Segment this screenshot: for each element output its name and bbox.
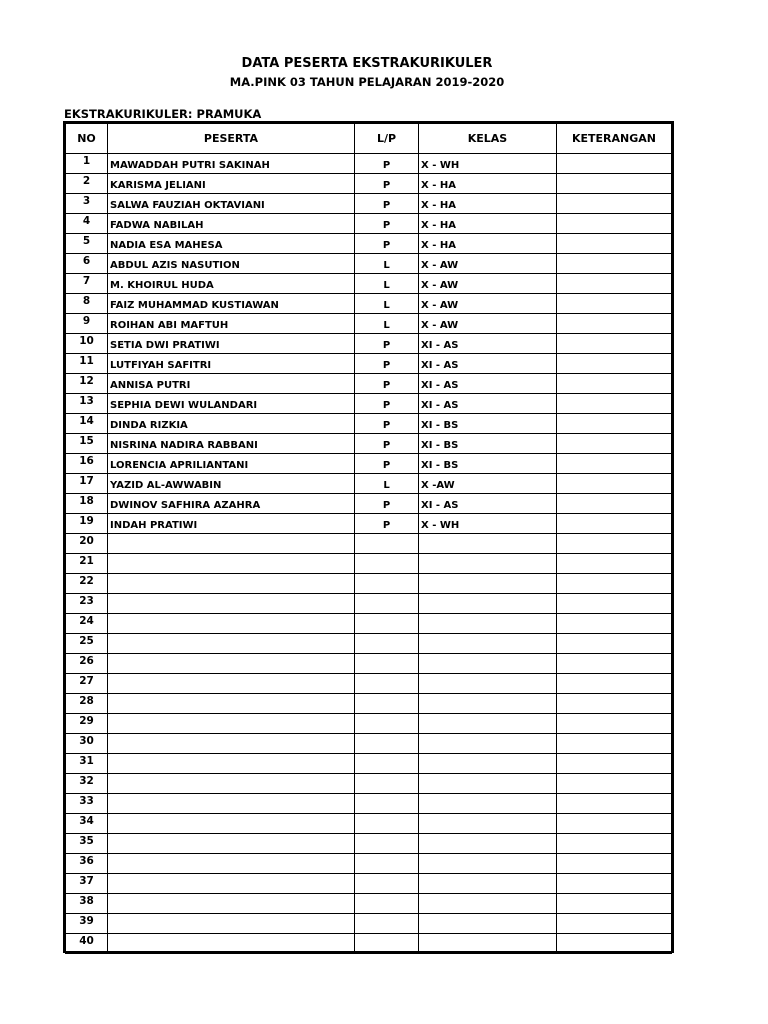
gender-cell	[355, 914, 419, 934]
row-number: 22	[66, 574, 108, 594]
row-number: 6	[66, 254, 108, 274]
row-number: 36	[66, 854, 108, 874]
table-row	[66, 234, 672, 254]
participant-name	[108, 854, 355, 874]
gender-cell	[355, 534, 419, 554]
class-cell: XI - AS	[419, 354, 557, 374]
table-row	[66, 734, 672, 754]
row-number: 28	[66, 694, 108, 714]
row-number: 23	[66, 594, 108, 614]
table-row	[66, 614, 672, 634]
column-header-lp: L/P	[355, 124, 419, 154]
gender-cell	[355, 654, 419, 674]
notes-cell	[557, 154, 672, 174]
class-cell	[419, 874, 557, 894]
participant-name: NISRINA NADIRA RABBANI	[108, 434, 355, 454]
row-number: 2	[66, 174, 108, 194]
notes-cell	[557, 654, 672, 674]
table-row	[66, 374, 672, 394]
participant-name	[108, 894, 355, 914]
gender-cell	[355, 714, 419, 734]
row-number: 38	[66, 894, 108, 914]
notes-cell	[557, 794, 672, 814]
participant-name	[108, 574, 355, 594]
gender-cell: P	[355, 334, 419, 354]
row-number: 32	[66, 774, 108, 794]
gender-cell	[355, 754, 419, 774]
table-row	[66, 934, 672, 954]
notes-cell	[557, 774, 672, 794]
table-row	[66, 174, 672, 194]
notes-cell	[557, 454, 672, 474]
notes-cell	[557, 414, 672, 434]
table-row	[66, 794, 672, 814]
participant-name: SETIA DWI PRATIWI	[108, 334, 355, 354]
participant-name	[108, 534, 355, 554]
participant-name	[108, 634, 355, 654]
participant-name	[108, 594, 355, 614]
table-row	[66, 194, 672, 214]
participant-name: DINDA RIZKIA	[108, 414, 355, 434]
gender-cell	[355, 894, 419, 914]
notes-cell	[557, 914, 672, 934]
notes-cell	[557, 334, 672, 354]
table-row	[66, 494, 672, 514]
notes-cell	[557, 934, 672, 954]
participant-name: FADWA NABILAH	[108, 214, 355, 234]
gender-cell: P	[355, 174, 419, 194]
notes-cell	[557, 814, 672, 834]
row-number: 3	[66, 194, 108, 214]
table-row	[66, 294, 672, 314]
row-number: 21	[66, 554, 108, 574]
class-cell	[419, 614, 557, 634]
class-cell: X - AW	[419, 294, 557, 314]
participant-name: ANNISA PUTRI	[108, 374, 355, 394]
class-cell	[419, 734, 557, 754]
notes-cell	[557, 194, 672, 214]
gender-cell	[355, 854, 419, 874]
table-header-row	[66, 124, 672, 154]
table-row	[66, 394, 672, 414]
row-number: 40	[66, 934, 108, 954]
row-number: 17	[66, 474, 108, 494]
participant-name: NADIA ESA MAHESA	[108, 234, 355, 254]
class-cell	[419, 574, 557, 594]
participant-name	[108, 734, 355, 754]
table-row	[66, 674, 672, 694]
class-cell	[419, 934, 557, 954]
row-number: 12	[66, 374, 108, 394]
class-cell	[419, 914, 557, 934]
gender-cell: P	[355, 494, 419, 514]
column-header-no: NO	[66, 124, 108, 154]
class-cell: XI - BS	[419, 414, 557, 434]
gender-cell: P	[355, 194, 419, 214]
class-cell	[419, 774, 557, 794]
class-cell: X - HA	[419, 174, 557, 194]
gender-cell	[355, 814, 419, 834]
column-header-peserta: PESERTA	[108, 124, 355, 154]
participant-name	[108, 674, 355, 694]
table-row	[66, 454, 672, 474]
table-row	[66, 894, 672, 914]
notes-cell	[557, 514, 672, 534]
class-cell: XI - AS	[419, 334, 557, 354]
notes-cell	[557, 694, 672, 714]
gender-cell	[355, 674, 419, 694]
class-cell	[419, 674, 557, 694]
table-row	[66, 214, 672, 234]
participant-name	[108, 774, 355, 794]
participant-name	[108, 654, 355, 674]
class-cell	[419, 534, 557, 554]
participant-name	[108, 694, 355, 714]
notes-cell	[557, 894, 672, 914]
class-cell: X - HA	[419, 234, 557, 254]
table-row	[66, 434, 672, 454]
class-cell	[419, 554, 557, 574]
row-number: 37	[66, 874, 108, 894]
notes-cell	[557, 874, 672, 894]
gender-cell	[355, 594, 419, 614]
participant-name	[108, 714, 355, 734]
gender-cell: P	[355, 214, 419, 234]
participant-name: ABDUL AZIS NASUTION	[108, 254, 355, 274]
notes-cell	[557, 274, 672, 294]
gender-cell: P	[355, 154, 419, 174]
notes-cell	[557, 674, 672, 694]
table-row	[66, 634, 672, 654]
gender-cell	[355, 874, 419, 894]
row-number: 9	[66, 314, 108, 334]
participant-name	[108, 614, 355, 634]
gender-cell: L	[355, 294, 419, 314]
notes-cell	[557, 374, 672, 394]
row-number: 11	[66, 354, 108, 374]
row-number: 5	[66, 234, 108, 254]
table-row	[66, 854, 672, 874]
class-cell: X - AW	[419, 274, 557, 294]
notes-cell	[557, 734, 672, 754]
table-row	[66, 254, 672, 274]
table-row	[66, 694, 672, 714]
notes-cell	[557, 234, 672, 254]
participant-name	[108, 754, 355, 774]
participant-name: LUTFIYAH SAFITRI	[108, 354, 355, 374]
notes-cell	[557, 594, 672, 614]
table-row	[66, 414, 672, 434]
class-cell	[419, 714, 557, 734]
page-subtitle: MA.PINK 03 TAHUN PELAJARAN 2019-2020	[229, 75, 505, 89]
ekstrakurikuler-label: EKSTRAKURIKULER: PRAMUKA	[64, 107, 262, 121]
table-row	[66, 534, 672, 554]
notes-cell	[557, 214, 672, 234]
row-number: 25	[66, 634, 108, 654]
class-cell	[419, 794, 557, 814]
table-row	[66, 334, 672, 354]
class-cell	[419, 814, 557, 834]
table-row	[66, 354, 672, 374]
gender-cell	[355, 734, 419, 754]
class-cell: XI - BS	[419, 454, 557, 474]
notes-cell	[557, 574, 672, 594]
participant-name: MAWADDAH PUTRI SAKINAH	[108, 154, 355, 174]
participant-name: SEPHIA DEWI WULANDARI	[108, 394, 355, 414]
gender-cell	[355, 794, 419, 814]
row-number: 30	[66, 734, 108, 754]
participant-name	[108, 814, 355, 834]
participant-name: M. KHOIRUL HUDA	[108, 274, 355, 294]
notes-cell	[557, 754, 672, 774]
notes-cell	[557, 354, 672, 374]
table-row	[66, 914, 672, 934]
table-row	[66, 554, 672, 574]
class-cell: X - AW	[419, 314, 557, 334]
participant-name	[108, 914, 355, 934]
gender-cell: P	[355, 514, 419, 534]
gender-cell	[355, 554, 419, 574]
notes-cell	[557, 174, 672, 194]
row-number: 1	[66, 154, 108, 174]
row-number: 8	[66, 294, 108, 314]
class-cell: XI - BS	[419, 434, 557, 454]
participant-name: INDAH PRATIWI	[108, 514, 355, 534]
participant-name: LORENCIA APRILIANTANI	[108, 454, 355, 474]
notes-cell	[557, 314, 672, 334]
gender-cell	[355, 614, 419, 634]
gender-cell: P	[355, 374, 419, 394]
gender-cell	[355, 574, 419, 594]
gender-cell: P	[355, 394, 419, 414]
participant-table	[65, 123, 672, 954]
participant-name	[108, 934, 355, 954]
notes-cell	[557, 394, 672, 414]
class-cell: XI - AS	[419, 394, 557, 414]
participant-name: YAZID AL-AWWABIN	[108, 474, 355, 494]
page-title: DATA PESERTA EKSTRAKURIKULER	[241, 56, 493, 71]
class-cell	[419, 854, 557, 874]
row-number: 29	[66, 714, 108, 734]
gender-cell: P	[355, 234, 419, 254]
class-cell	[419, 594, 557, 614]
class-cell: X - HA	[419, 194, 557, 214]
row-number: 4	[66, 214, 108, 234]
class-cell: X -AW	[419, 474, 557, 494]
gender-cell: L	[355, 254, 419, 274]
row-number: 35	[66, 834, 108, 854]
table-row	[66, 574, 672, 594]
class-cell	[419, 694, 557, 714]
participant-name	[108, 834, 355, 854]
table-row	[66, 654, 672, 674]
row-number: 39	[66, 914, 108, 934]
class-cell	[419, 834, 557, 854]
participant-name: ROIHAN ABI MAFTUH	[108, 314, 355, 334]
table-row	[66, 874, 672, 894]
participant-name	[108, 874, 355, 894]
row-number: 15	[66, 434, 108, 454]
notes-cell	[557, 834, 672, 854]
row-number: 14	[66, 414, 108, 434]
row-number: 26	[66, 654, 108, 674]
gender-cell: P	[355, 454, 419, 474]
notes-cell	[557, 614, 672, 634]
table-row	[66, 714, 672, 734]
class-cell: XI - AS	[419, 494, 557, 514]
notes-cell	[557, 434, 672, 454]
gender-cell	[355, 634, 419, 654]
participant-table-container	[63, 121, 674, 953]
row-number: 10	[66, 334, 108, 354]
notes-cell	[557, 254, 672, 274]
notes-cell	[557, 554, 672, 574]
participant-name	[108, 554, 355, 574]
class-cell: X - HA	[419, 214, 557, 234]
gender-cell: P	[355, 414, 419, 434]
participant-name: SALWA FAUZIAH OKTAVIANI	[108, 194, 355, 214]
row-number: 27	[66, 674, 108, 694]
gender-cell: L	[355, 474, 419, 494]
gender-cell: L	[355, 274, 419, 294]
table-row	[66, 594, 672, 614]
table-row	[66, 774, 672, 794]
row-number: 18	[66, 494, 108, 514]
notes-cell	[557, 634, 672, 654]
class-cell: XI - AS	[419, 374, 557, 394]
gender-cell: L	[355, 314, 419, 334]
notes-cell	[557, 534, 672, 554]
table-row	[66, 754, 672, 774]
table-row	[66, 474, 672, 494]
row-number: 13	[66, 394, 108, 414]
notes-cell	[557, 714, 672, 734]
gender-cell	[355, 774, 419, 794]
table-row	[66, 814, 672, 834]
class-cell	[419, 654, 557, 674]
row-number: 31	[66, 754, 108, 774]
class-cell: X - WH	[419, 154, 557, 174]
gender-cell: P	[355, 434, 419, 454]
gender-cell	[355, 834, 419, 854]
gender-cell	[355, 694, 419, 714]
notes-cell	[557, 494, 672, 514]
row-number: 20	[66, 534, 108, 554]
notes-cell	[557, 854, 672, 874]
column-header-keterangan: KETERANGAN	[557, 124, 672, 154]
table-body	[66, 154, 672, 954]
notes-cell	[557, 474, 672, 494]
table-row	[66, 154, 672, 174]
gender-cell	[355, 934, 419, 954]
row-number: 16	[66, 454, 108, 474]
notes-cell	[557, 294, 672, 314]
class-cell: X - AW	[419, 254, 557, 274]
table-row	[66, 514, 672, 534]
row-number: 24	[66, 614, 108, 634]
class-cell	[419, 754, 557, 774]
row-number: 7	[66, 274, 108, 294]
column-header-kelas: KELAS	[419, 124, 557, 154]
class-cell	[419, 634, 557, 654]
row-number: 34	[66, 814, 108, 834]
class-cell	[419, 894, 557, 914]
row-number: 19	[66, 514, 108, 534]
table-row	[66, 274, 672, 294]
participant-name: KARISMA JELIANI	[108, 174, 355, 194]
class-cell: X - WH	[419, 514, 557, 534]
table-row	[66, 834, 672, 854]
row-number: 33	[66, 794, 108, 814]
gender-cell: P	[355, 354, 419, 374]
participant-name: FAIZ MUHAMMAD KUSTIAWAN	[108, 294, 355, 314]
participant-name	[108, 794, 355, 814]
table-row	[66, 314, 672, 334]
participant-name: DWINOV SAFHIRA AZAHRA	[108, 494, 355, 514]
